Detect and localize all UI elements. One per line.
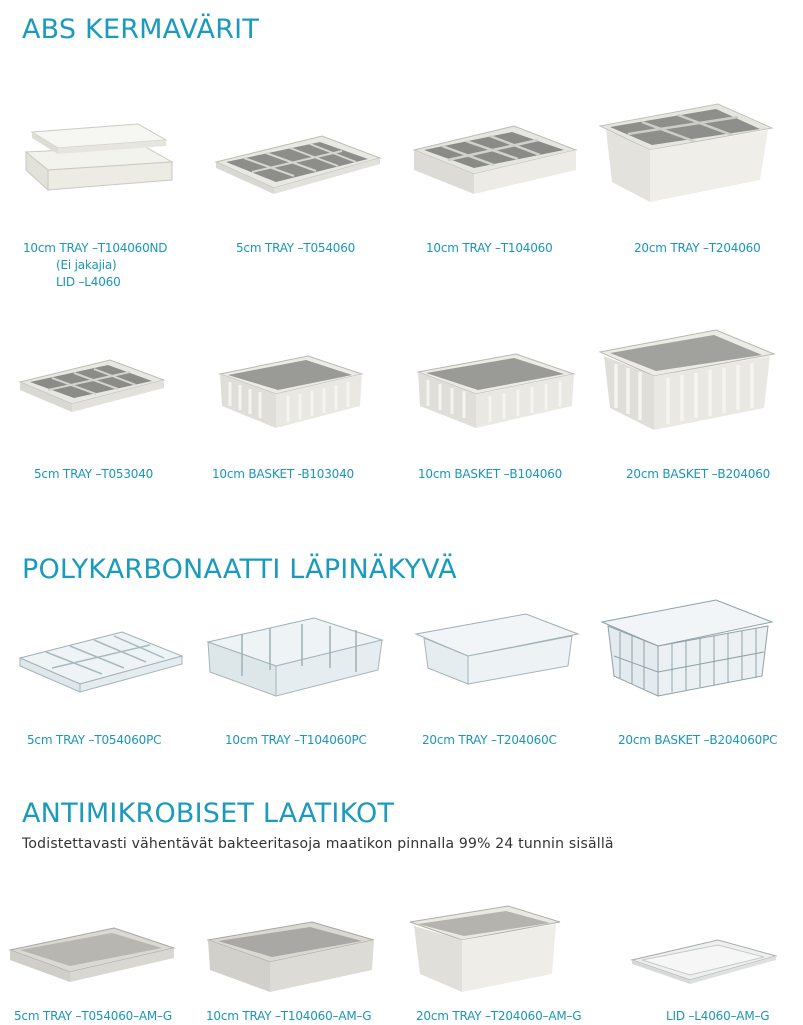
caption-line: 10cm TRAY –T104060–AM–G: [206, 1009, 372, 1023]
basket-10cm-image: [414, 350, 578, 432]
basket-20cm-image: [598, 326, 776, 432]
caption-line: 5cm TRAY –T053040: [34, 467, 154, 481]
caption-am-lid: [666, 1008, 769, 1025]
caption-line: 20cm BASKET –B204060PC: [618, 733, 778, 747]
pc-basket-20cm-image: [600, 596, 776, 698]
caption-line: 5cm TRAY –T054060–AM–G: [14, 1009, 172, 1023]
am-lid-image: [630, 938, 780, 988]
section-title-antimicrobial: ANTIMIKROBISET LAATIKOT: [22, 798, 395, 829]
caption-am-tray-5cm: [14, 1008, 172, 1025]
caption-line: LID –L4060: [56, 275, 121, 289]
am-tray-10cm-image: [206, 918, 376, 996]
caption-line: 10cm BASKET –B104060: [418, 467, 563, 481]
caption-line: 10cm TRAY –T104060PC: [225, 733, 367, 747]
caption-tray-10cm: [426, 240, 553, 257]
caption-basket-10cm-small: [212, 466, 354, 483]
am-tray-20cm-image: [408, 904, 562, 996]
section-title-polycarbonate: POLYKARBONAATTI LÄPINÄKYVÄ: [22, 554, 457, 585]
basket-10cm-small-image: [216, 352, 366, 432]
caption-am-tray-10cm: [206, 1008, 371, 1025]
caption-line: 10cm BASKET -B103040: [212, 467, 354, 481]
caption-line: 10cm TRAY –T104060ND: [23, 241, 168, 255]
caption-line: 10cm TRAY –T104060: [426, 241, 553, 255]
tray-5cm-small-image: [18, 356, 168, 416]
caption-line: 5cm TRAY –T054060PC: [27, 733, 162, 747]
am-tray-5cm-image: [8, 924, 178, 986]
tray-10cm-dividers-image: [410, 122, 580, 202]
caption-line: 20cm TRAY –T204060: [634, 241, 761, 255]
caption-tray-20cm: [634, 240, 761, 257]
caption-line: LID –L4060–AM–G: [666, 1009, 770, 1023]
caption-pc-tray-20cm: [422, 732, 557, 749]
tray-20cm-image: [598, 100, 774, 206]
section-subtitle: Todistettavasti vähentävät bakteeritasoja maatikon pinnalla 99% 24 tunnin sisällä: [22, 836, 614, 852]
tray-with-lid-image: [18, 118, 178, 198]
section-title-abs: ABS KERMAVÄRIT: [22, 14, 260, 45]
caption-pc-tray-5cm: [27, 732, 161, 749]
pc-tray-10cm-image: [206, 614, 386, 700]
caption-tray-5cm-small: [34, 466, 153, 483]
caption-line: 20cm BASKET –B204060: [626, 467, 771, 481]
caption-pc-basket-20cm: [618, 732, 777, 749]
caption-basket-20cm: [626, 466, 770, 483]
caption-basket-10cm: [418, 466, 562, 483]
caption-tray-5cm: [236, 240, 355, 257]
pc-tray-5cm-image: [18, 628, 186, 698]
caption-am-tray-20cm: [416, 1008, 581, 1025]
caption-line: 20cm TRAY –T204060–AM–G: [416, 1009, 582, 1023]
caption-line: (Ei jakajia): [56, 258, 117, 272]
caption-line: 5cm TRAY –T054060: [236, 241, 356, 255]
caption-line: 20cm TRAY –T204060C: [422, 733, 557, 747]
pc-tray-20cm-image: [414, 612, 582, 686]
tray-5cm-dividers-image: [214, 132, 384, 202]
caption-pc-tray-10cm: [225, 732, 367, 749]
caption-tray-10cm-nd: [23, 240, 167, 291]
